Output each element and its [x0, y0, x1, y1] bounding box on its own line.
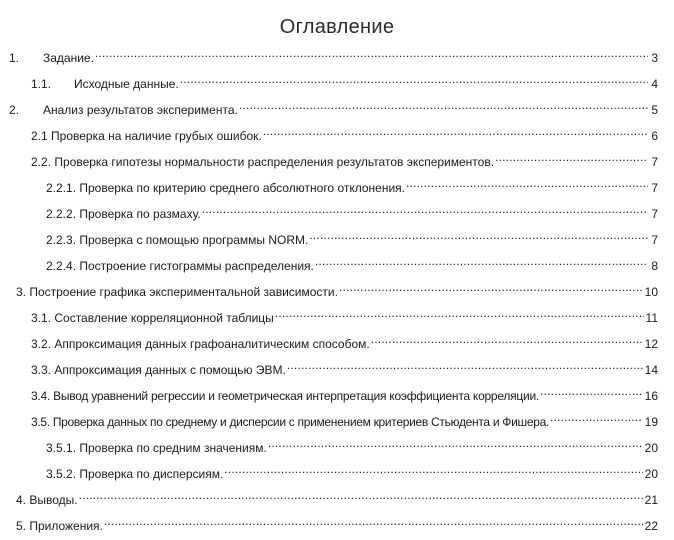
- toc-entry-text: 3.5.2. Проверка по дисперсиям.: [46, 467, 224, 481]
- toc-entry-number: 1.1.: [31, 77, 52, 91]
- toc-entry-text: 2.2.3. Проверка с помощью программы NORM.: [46, 233, 309, 247]
- toc-entry-page: 4: [651, 77, 658, 91]
- toc-dot-leader: [309, 226, 648, 244]
- toc-dot-leader: [224, 460, 642, 478]
- toc-entry-page: 14: [644, 363, 658, 377]
- toc-entry-text: 3.2. Аппроксимация данных графоаналитическим способом.: [31, 337, 370, 351]
- toc-dot-leader: [95, 44, 648, 62]
- toc-entry-text: Задание.: [43, 51, 94, 65]
- toc-entry-page: 22: [644, 519, 658, 533]
- toc-entry-text: 2.2.4. Построение гистограммы распределения.: [46, 259, 314, 273]
- toc-dot-leader: [239, 96, 648, 114]
- toc-dot-leader: [550, 408, 643, 426]
- toc-entry-3-5-1[interactable]: [46, 434, 658, 455]
- toc-entry-page: 10: [644, 285, 658, 299]
- toc-entry-text: 3.5. Проверка данных по среднему и дисперсии с применением критериев Стьюдента и Фишера.: [31, 415, 549, 429]
- toc-entry-3-5[interactable]: [31, 408, 658, 429]
- toc-entry-page: 21: [644, 493, 658, 507]
- toc-entry-2-1[interactable]: [31, 122, 658, 143]
- toc-entry-text: 2.2.1. Проверка по критерию среднего абсолютного отклонения.: [46, 181, 406, 195]
- toc-entry-3[interactable]: [16, 278, 658, 299]
- toc-entry-2[interactable]: [9, 96, 658, 117]
- toc-dot-leader: [180, 70, 648, 88]
- toc-dot-leader: [371, 330, 643, 348]
- toc-entry-page: 7: [651, 207, 658, 221]
- toc-entry-text: 2.1 Проверка на наличие грубых ошибок.: [31, 129, 262, 143]
- toc-dot-leader: [104, 512, 643, 530]
- toc-entry-text: 3.5.1. Проверка по средним значениям.: [46, 441, 267, 455]
- toc-entry-text: 3.3. Аппроксимация данных с помощью ЭВМ.: [31, 363, 286, 377]
- toc-entry-page: 16: [644, 389, 658, 403]
- toc-entry-3-1[interactable]: [31, 304, 658, 325]
- toc-entry-1-1[interactable]: [31, 70, 658, 91]
- toc-entry-page: 8: [651, 259, 658, 273]
- toc-entry-text: Анализ результатов эксперимента.: [43, 103, 238, 117]
- toc-entry-text: 3.4. Вывод уравнений регрессии и геометрическая интерпретация коэффициента корреляции.: [31, 389, 539, 403]
- toc-entry-page: 7: [651, 233, 658, 247]
- toc-entry-page: 20: [644, 467, 658, 481]
- toc-entry-number: 1.: [9, 51, 20, 65]
- toc-title: Оглавление: [279, 16, 395, 38]
- toc-entry-page: 19: [644, 415, 658, 429]
- toc-entry-page: 5: [651, 103, 658, 117]
- toc-dot-leader: [287, 356, 643, 374]
- toc-entry-4[interactable]: [16, 486, 658, 507]
- toc-dot-leader: [268, 434, 643, 452]
- toc-entry-text: 2.2. Проверка гипотезы нормальности распределения результатов экспериментов.: [31, 155, 495, 169]
- toc-dot-leader: [202, 200, 648, 218]
- toc-dot-leader: [406, 174, 648, 192]
- toc-entry-page: 20: [644, 441, 658, 455]
- toc-dot-leader: [495, 148, 648, 166]
- toc-entry-text: 4. Выводы.: [16, 493, 78, 507]
- toc-entry-text: 3. Построение графика экспериментальной зависимости.: [16, 285, 338, 299]
- toc-dot-leader: [540, 382, 643, 400]
- toc-entry-5[interactable]: [16, 512, 658, 533]
- toc-entry-text: 3.1. Составление корреляционной таблицы: [31, 311, 274, 325]
- toc-entry-1[interactable]: [9, 44, 658, 65]
- toc-entry-page: 3: [651, 51, 658, 65]
- toc-entry-page: 11: [645, 311, 658, 325]
- toc-entry-text: 2.2.2. Проверка по размаху.: [46, 207, 201, 221]
- toc-entry-2-2-4[interactable]: [46, 252, 658, 273]
- toc-entry-2-2-3[interactable]: [46, 226, 658, 247]
- toc-dot-leader: [263, 122, 648, 140]
- toc-entry-text: 5. Приложения.: [16, 519, 103, 533]
- toc-entry-2-2-1[interactable]: [46, 174, 658, 195]
- toc-entry-2-2-2[interactable]: [46, 200, 658, 221]
- toc-dot-leader: [275, 304, 644, 322]
- toc-entry-3-5-2[interactable]: [46, 460, 658, 481]
- toc-entry-page: 12: [644, 337, 658, 351]
- toc-dot-leader: [79, 486, 643, 504]
- toc-dot-leader: [315, 252, 648, 270]
- toc-entry-page: 7: [651, 155, 658, 169]
- toc-entry-text: Исходные данные.: [74, 77, 179, 91]
- toc-entry-2-2[interactable]: [31, 148, 658, 169]
- toc-entry-number: 2.: [9, 103, 20, 117]
- toc-entry-page: 6: [651, 129, 658, 143]
- toc-entry-page: 7: [651, 181, 658, 195]
- toc-entry-3-2[interactable]: [31, 330, 658, 351]
- toc-entry-3-4[interactable]: [31, 382, 658, 403]
- toc-entry-3-3[interactable]: [31, 356, 658, 377]
- toc-dot-leader: [339, 278, 643, 296]
